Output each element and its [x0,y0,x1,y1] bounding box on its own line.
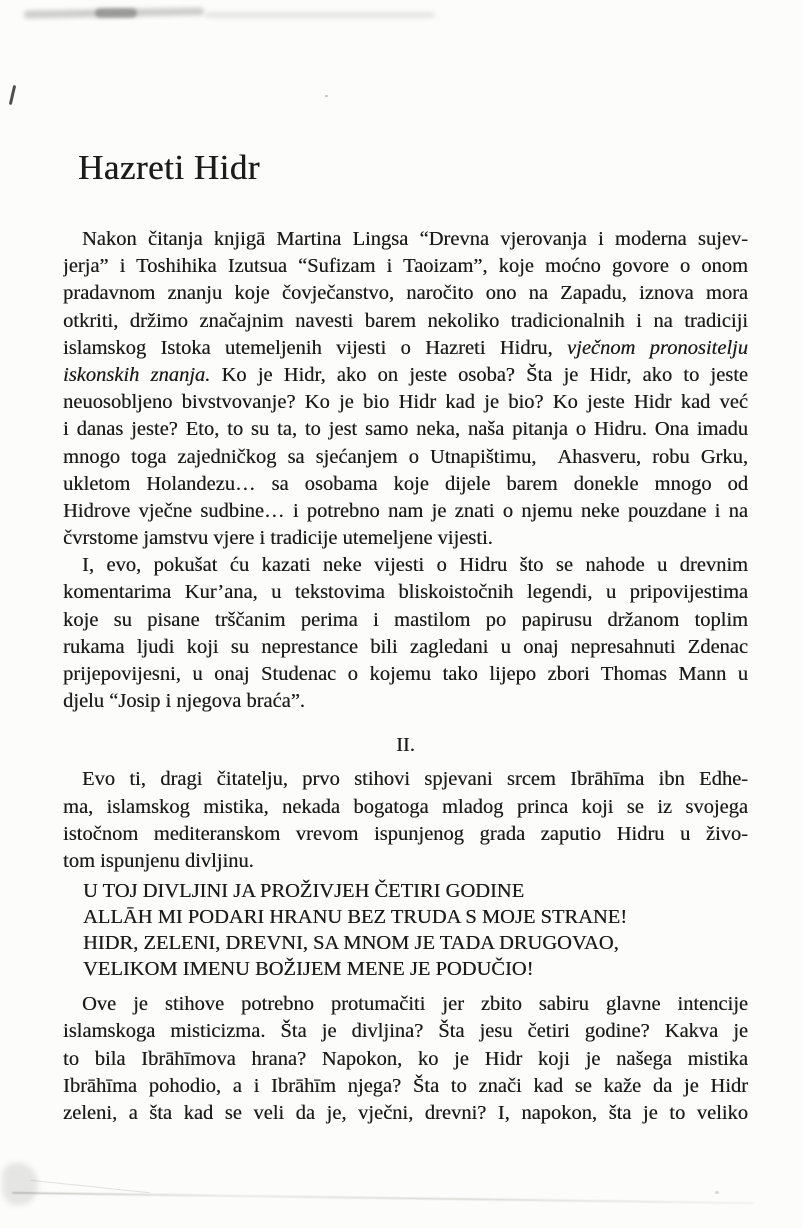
text-segment: jerja” i Toshihika Izutsua “Sufizam i Taoizam”, koje moćno govore o onom [63,255,748,278]
text-segment: neuosobljeno bivstvovanje? Ko je bio Hidr kad je bio? Ko jeste Hidr kad već [63,391,748,414]
paragraph [63,766,748,875]
text-line [63,308,748,335]
text-segment: ukletom Holandezu… sa osobama koje dijele barem donekle mnogo od [63,472,748,495]
text-segment: prijepovijesni, u onaj Studenac o kojemu tako lijepo zbori Thomas Mann u [63,663,748,685]
italic-text-segment: iskonskih znanja. [63,363,211,386]
text-segment: mnogo toga zajedničkog sa sjećanjem o Utnapištimu, Ahasveru, robu Grku, [63,445,748,468]
text-line [63,389,748,416]
text-segment: Hidrove vječne sudbine… i potrebno nam je znati o njemu neke pouzdane i na [63,499,748,522]
verse-line: U TOJ DIVLJINI JA PROŽIVJEH ČETIRI GODINE [83,880,525,903]
text-segment: komentarima Kur’ana, u tekstovima bliskoistočnih legendi, u pripovijestima [63,581,748,604]
text-line [63,579,748,606]
section-heading: II. [396,734,415,757]
scan-smudge-top-left [24,7,204,18]
text-segment: islamskog Istoka utemeljenih vijesti o Hazreti Hidru, [63,336,568,359]
text-segment: pradavnom znanju koje čovječanstvo, naročito ono na Zapadu, iznova mora [63,282,748,305]
text-segment: Ove je stihove potrebno protumačiti jer zbito sabiru glavne intencije [82,993,748,1016]
text-line [63,1073,748,1100]
italic-text-segment: vječnom pronositelju [567,336,748,359]
text-segment: Nakon čitanja knjigā Martina Lingsa “Drevna vjerovanja i moderna sujev- [82,228,748,250]
text-line [63,471,748,498]
text-line [63,335,748,362]
paragraph [63,991,748,1127]
text-segment: tom ispunjenu divljinu. [63,849,254,872]
text-line [63,634,748,661]
verse-line: HIDR, ZELENI, DREVNI, SA MNOM JE TADA DRUGOVAO, [83,932,619,955]
page-body-text [63,226,748,1127]
paragraph [63,552,748,715]
text-segment: koje su pisane trščanim perima i mastilom po papirusu držanom toplim [63,608,748,631]
text-segment: Evo ti, dragi čitatelju, prvo stihovi spjevani srcem Ibrāhīma ibn Edhe- [82,768,748,791]
text-line [63,525,748,552]
scan-smudge-bottom-left [2,1163,38,1205]
text-segment: otkriti, držimo značajnim navesti barem nekoliko tradicionalnih i na tradiciji [63,309,748,332]
text-line [63,1046,748,1073]
text-line [63,1018,748,1045]
text-line [63,991,748,1018]
text-line [63,253,748,280]
text-line [63,444,748,471]
text-line [63,1100,748,1127]
text-segment: rukama ljudi koji su neprestance bili zagledani u onaj nepresahnuti Zdenac [63,635,748,658]
scan-smudge-top-dark [95,8,137,18]
text-segment: istočnom mediteranskom vrevom ispunjenog grada zaputio Hidru u živo- [63,822,748,845]
text-segment: Ibrāhīma pohodio, a i Ibrāhīm njega? Šta to znači kad se kaže da je Hidr [63,1074,748,1097]
text-line [63,498,748,525]
scan-speck [325,95,328,97]
paragraph [63,226,748,552]
text-line [63,848,748,875]
page-title: Hazreti Hidr [78,148,260,187]
text-segment: djelu “Josip i njegova braća”. [63,690,305,713]
text-line [63,607,748,634]
scan-smudge-top-center [205,12,435,18]
text-segment: ma, islamskog mistika, nekada bogatoga mladog princa koji se iz svojega [63,795,748,818]
text-line [63,661,748,688]
text-segment: i danas jeste? Eto, to su ta, to jest samo neka, naša pitanja o Hidru. Ona imadu [63,418,748,441]
text-segment: čvrstome jamstvu vjere i tradicije utemeljene vijesti. [63,527,493,550]
scan-speck-bottom-right [715,1191,719,1194]
verse-block [83,878,748,982]
text-line [63,821,748,848]
text-line [63,688,748,715]
scan-crease-bottom [12,1192,754,1204]
text-segment: zeleni, a šta kad se veli da je, vječni, drevni? I, napokon, šta je to veliko [63,1101,748,1124]
text-line [63,280,748,307]
margin-pen-mark [9,85,16,105]
text-line [63,416,748,443]
verse-line: VELIKOM IMENU BOŽIJEM MENE JE PODUČIO! [83,958,534,981]
text-segment: to bila Ibrāhīmova hrana? Napokon, ko je Hidr koji je našega mistika [63,1047,748,1070]
text-segment: islamskoga misticizma. Šta je divljina? Šta jesu četiri godine? Kakva je [63,1020,748,1043]
text-line [63,794,748,821]
verse-line: ALLĀH MI PODARI HRANU BEZ TRUDA S MOJE STRANE! [83,906,628,929]
scan-scratch-bottom-left [30,1180,149,1194]
text-line [63,552,748,579]
text-line [63,766,748,793]
text-segment: Ko je Hidr, ako on jeste osoba? Šta je Hidr, ako to jeste [210,363,748,386]
text-line [63,226,748,253]
text-segment: I, evo, pokušat ću kazati neke vijesti o Hidru što se nahode u drevnim [82,554,748,577]
text-line [63,362,748,389]
